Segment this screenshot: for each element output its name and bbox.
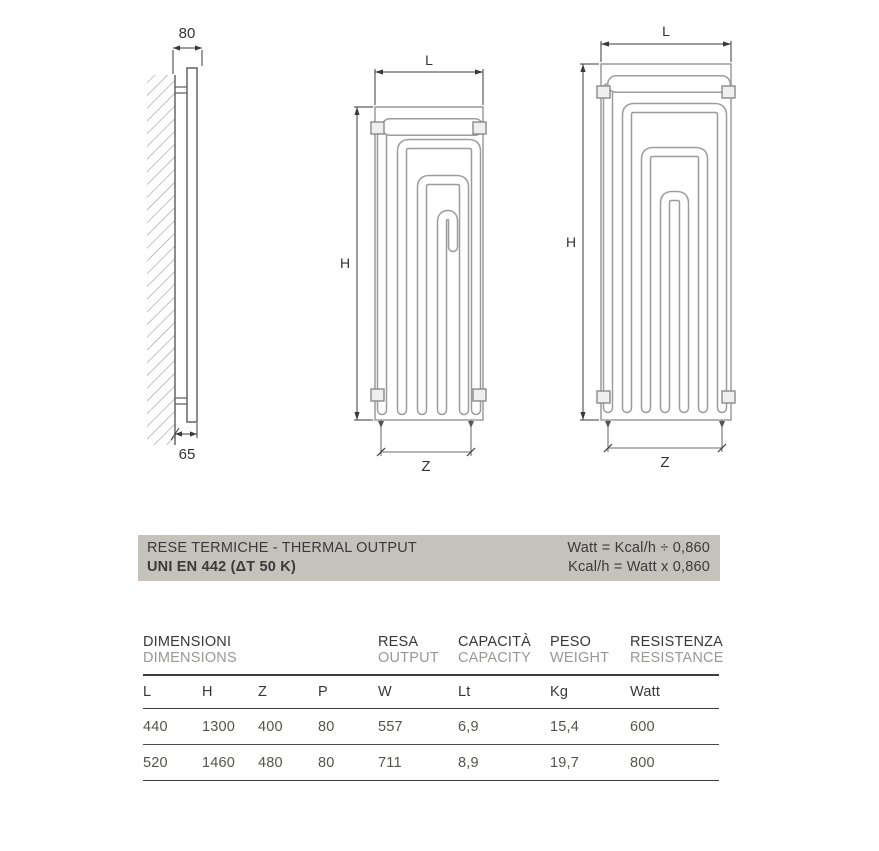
cell-Lt: 6,9 <box>458 718 479 735</box>
specification-table <box>143 634 724 781</box>
col-Watt: Watt <box>630 684 661 700</box>
wall-hatching <box>147 75 175 445</box>
col-H: H <box>202 684 213 700</box>
cell-W: 557 <box>378 718 403 735</box>
cell-H: 1460 <box>202 754 236 771</box>
dimension-H-large <box>566 64 599 420</box>
cell-Lt: 8,9 <box>458 754 479 771</box>
side-view-drawing <box>135 18 225 470</box>
cell-P: 80 <box>318 754 335 771</box>
table-group-header-row <box>143 634 724 676</box>
cell-L: 520 <box>143 754 168 771</box>
banner-title-standard: UNI EN 442 (ΔT 50 K) <box>147 559 296 575</box>
panel-side-profile <box>187 68 197 422</box>
cell-H: 1300 <box>202 718 236 735</box>
col-Kg: Kg <box>550 684 569 700</box>
height-label: H <box>566 234 577 250</box>
banner-title-italian: RESE TERMICHE - THERMAL OUTPUT <box>147 540 417 556</box>
dimension-Z-large <box>604 420 726 471</box>
serpentine-tubes <box>608 84 722 408</box>
col-L: L <box>143 684 152 700</box>
serpentine-tubes <box>382 127 476 410</box>
cell-W: 711 <box>378 754 402 771</box>
group-dimensions: DIMENSIONI DIMENSIONS <box>143 634 237 666</box>
base-label: Z <box>421 458 431 475</box>
dimension-L-large <box>601 23 731 62</box>
group-output: RESA OUTPUT <box>378 634 439 666</box>
group-weight: PESO WEIGHT <box>550 634 610 666</box>
cell-Watt: 800 <box>630 754 655 771</box>
wall-bracket-top <box>175 87 187 93</box>
dimension-80 <box>173 25 202 74</box>
cell-L: 440 <box>143 718 168 735</box>
table-row <box>143 709 719 745</box>
cell-Kg: 19,7 <box>550 754 580 771</box>
cell-Z: 480 <box>258 754 283 771</box>
table-row <box>143 745 719 781</box>
wall-bracket-bottom <box>175 398 187 404</box>
thermal-output-banner <box>138 535 720 581</box>
radiator-small-drawing <box>330 52 495 475</box>
col-W: W <box>378 684 392 700</box>
dimension-H-small <box>340 107 373 420</box>
col-Lt: Lt <box>458 684 471 700</box>
col-P: P <box>318 684 328 700</box>
height-label: H <box>340 255 351 271</box>
base-label: Z <box>660 454 670 471</box>
dimension-Z-small <box>377 420 475 475</box>
group-capacity: CAPACITÀ CAPACITY <box>458 634 532 666</box>
banner-formula-kcal: Kcal/h = Watt x 0,860 <box>568 559 710 575</box>
dimension-L-small <box>375 52 483 105</box>
width-label: L <box>662 23 670 39</box>
group-resistance: RESISTENZA RESISTANCE <box>630 634 724 666</box>
banner-formula-watt: Watt = Kcal/h ÷ 0,860 <box>567 540 710 556</box>
cell-Kg: 15,4 <box>550 718 580 735</box>
depth-bottom-label: 65 <box>178 446 196 463</box>
depth-top-label: 80 <box>178 25 196 42</box>
col-Z: Z <box>258 684 268 700</box>
width-label: L <box>425 52 433 68</box>
cell-Watt: 600 <box>630 718 655 735</box>
radiator-large-drawing <box>555 12 745 487</box>
table-column-header-row <box>143 676 719 709</box>
cell-Z: 400 <box>258 718 283 735</box>
cell-P: 80 <box>318 718 335 735</box>
